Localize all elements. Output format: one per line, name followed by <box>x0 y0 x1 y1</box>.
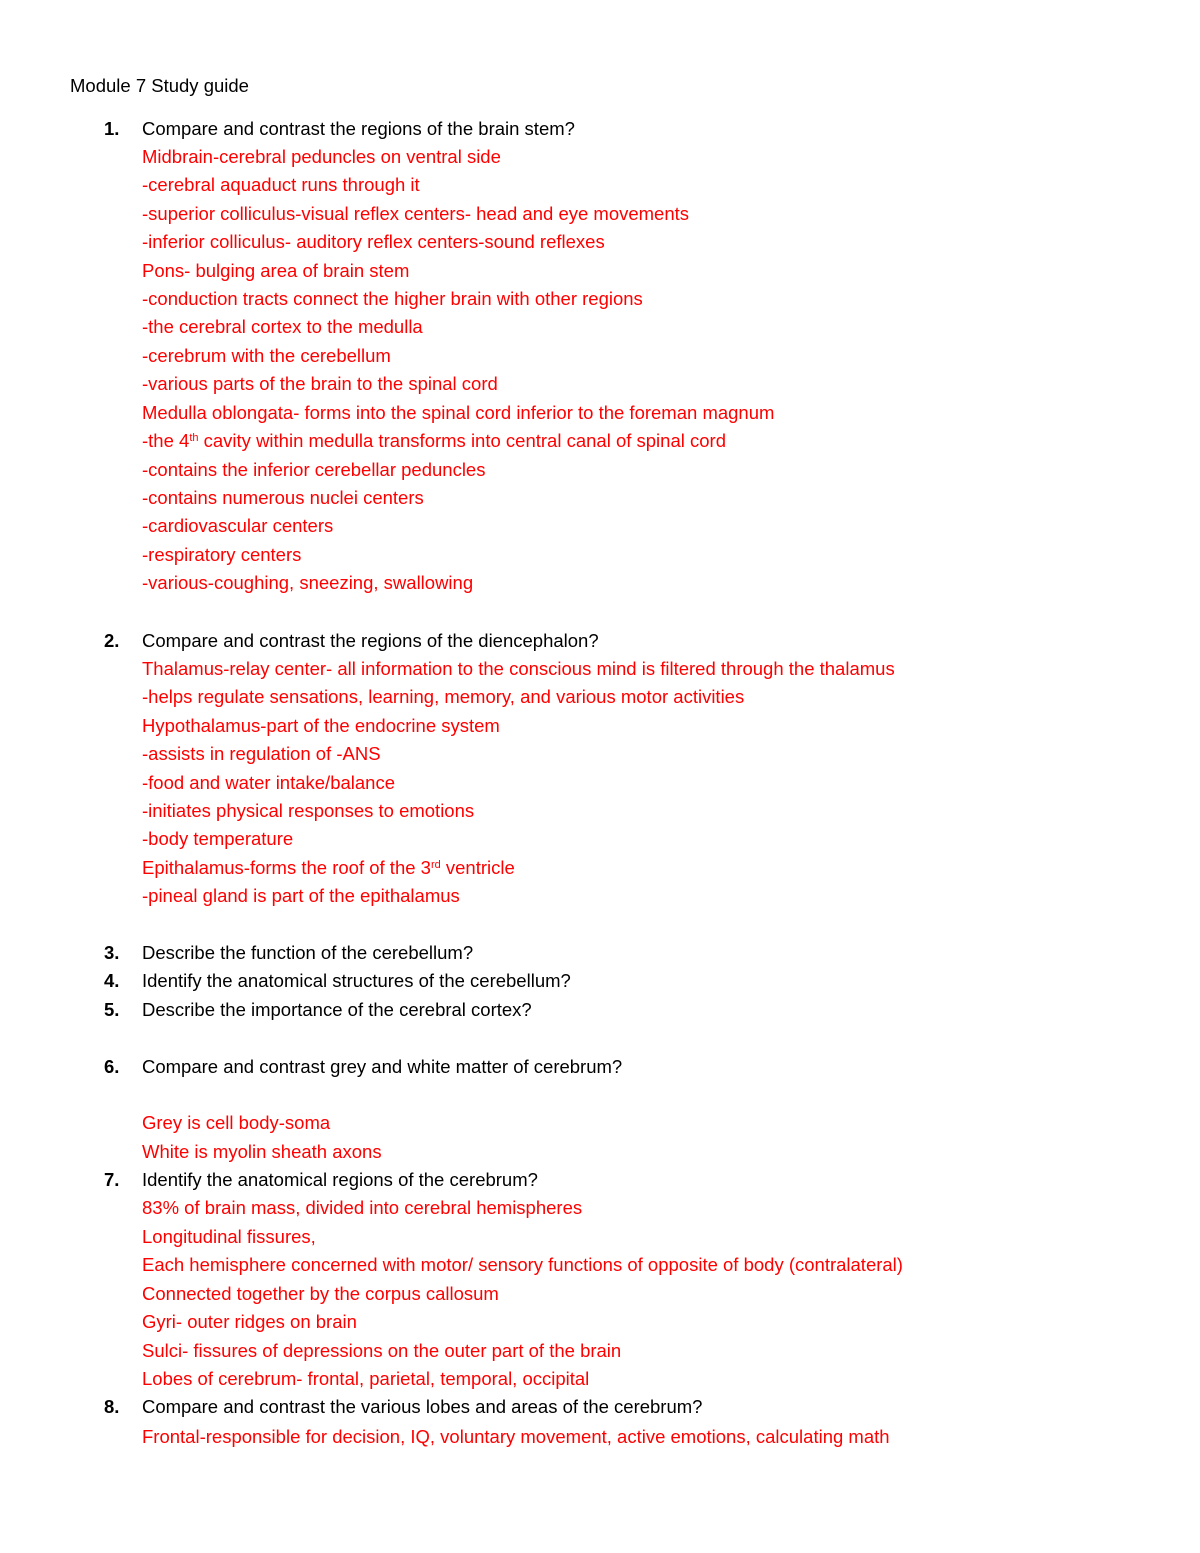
document-title: Module 7 Study guide <box>70 75 249 96</box>
answer-line-part: Epithalamus-forms the roof of the 3 <box>142 857 431 878</box>
answer-line <box>142 432 726 451</box>
answer-line-part: -the 4 <box>142 430 190 451</box>
answer-line: -the cerebral cortex to the medulla <box>142 316 423 337</box>
answer-line: -helps regulate sensations, learning, memory, and various motor activities <box>142 686 745 707</box>
answer-line: -cardiovascular centers <box>142 515 334 536</box>
answer-line: White is myolin sheath axons <box>142 1141 382 1162</box>
question-number: 8. <box>104 1396 120 1417</box>
question-text: Compare and contrast the regions of the brain stem? <box>142 118 575 139</box>
answer-line: Longitudinal fissures, <box>142 1226 316 1247</box>
answer-line: -conduction tracts connect the higher brain with other regions <box>142 288 643 309</box>
answer-line: Midbrain-cerebral peduncles on ventral side <box>142 146 501 167</box>
ordinal-superscript: rd <box>430 859 441 871</box>
answer-line: Connected together by the corpus callosum <box>142 1283 499 1304</box>
question-number: 5. <box>104 999 120 1020</box>
question-number: 6. <box>104 1056 120 1077</box>
question-number: 1. <box>104 118 120 139</box>
question-number: 3. <box>104 942 120 963</box>
answer-line: -body temperature <box>142 828 294 849</box>
answer-line-part: cavity within medulla transforms into central canal of spinal cord <box>198 430 726 451</box>
question-text: Identify the anatomical structures of the cerebellum? <box>142 970 571 991</box>
ordinal-superscript: th <box>189 432 199 444</box>
answer-line <box>142 859 515 878</box>
answer-line: Hypothalamus-part of the endocrine system <box>142 715 500 736</box>
answer-line: Grey is cell body-soma <box>142 1112 331 1133</box>
answer-line: Gyri- outer ridges on brain <box>142 1311 357 1332</box>
answer-line: Pons- bulging area of brain stem <box>142 260 410 281</box>
answer-line: -various parts of the brain to the spinal cord <box>142 373 498 394</box>
answer-line: -pineal gland is part of the epithalamus <box>142 885 460 906</box>
answer-line: -initiates physical responses to emotions <box>142 800 475 821</box>
answer-line: -superior colliculus-visual reflex centers- head and eye movements <box>142 203 690 224</box>
question-text: Compare and contrast the various lobes and areas of the cerebrum? <box>142 1396 703 1417</box>
answer-line: Medulla oblongata- forms into the spinal cord inferior to the foreman magnum <box>142 402 775 423</box>
question-text: Compare and contrast the regions of the diencephalon? <box>142 630 599 651</box>
answer-line: Each hemisphere concerned with motor/ sensory functions of opposite of body (contralateral) <box>142 1254 903 1275</box>
answer-line: Frontal-responsible for decision, IQ, voluntary movement, active emotions, calculating math <box>142 1426 890 1447</box>
answer-line: -contains numerous nuclei centers <box>142 487 424 508</box>
answer-line: Lobes of cerebrum- frontal, parietal, temporal, occipital <box>142 1368 590 1389</box>
answer-line: -contains the inferior cerebellar peduncles <box>142 459 486 480</box>
question-text: Describe the function of the cerebellum? <box>142 942 474 963</box>
answer-line: -cerebral aquaduct runs through it <box>142 174 420 195</box>
answer-line: -respiratory centers <box>142 544 302 565</box>
answer-line: Thalamus-relay center- all information to the conscious mind is filtered through the thalamus <box>142 658 895 679</box>
answer-line: -assists in regulation of -ANS <box>142 743 381 764</box>
question-number: 4. <box>104 970 120 991</box>
answer-line: 83% of brain mass, divided into cerebral hemispheres <box>142 1197 583 1218</box>
question-number: 2. <box>104 630 120 651</box>
question-number: 7. <box>104 1169 120 1190</box>
answer-line: -inferior colliculus- auditory reflex centers-sound reflexes <box>142 231 605 252</box>
answer-line: Sulci- fissures of depressions on the outer part of the brain <box>142 1340 622 1361</box>
question-text: Compare and contrast grey and white matter of cerebrum? <box>142 1056 623 1077</box>
answer-line: -cerebrum with the cerebellum <box>142 345 391 366</box>
answer-line-part: ventricle <box>440 857 515 878</box>
answer-line: -various-coughing, sneezing, swallowing <box>142 572 474 593</box>
question-text: Describe the importance of the cerebral cortex? <box>142 999 532 1020</box>
question-text: Identify the anatomical regions of the cerebrum? <box>142 1169 538 1190</box>
answer-line: -food and water intake/balance <box>142 772 396 793</box>
